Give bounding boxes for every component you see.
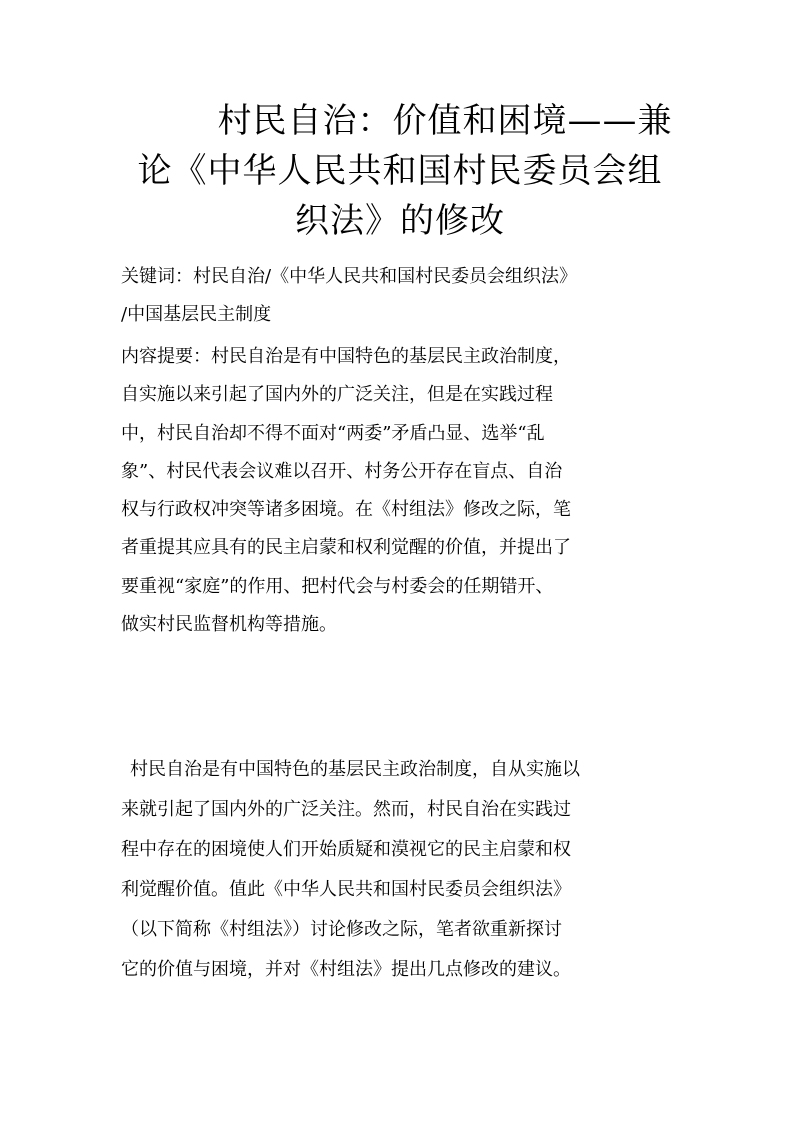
keywords-section [121,258,681,335]
title-line: 织法》的修改 [295,201,505,241]
abstract-line: 者重提其应具有的民主启蒙和权利觉醒的价值，并提出了 [121,537,571,559]
body-line: 程中存在的困境使人们开始质疑和漠视它的民主启蒙和权 [121,839,571,860]
document-title [120,96,680,246]
abstract-line: 要重视“家庭”的作用、把村代会与村委会的任期错开、 [121,575,554,597]
abstract-section [121,338,681,644]
abstract-line: 中，村民自治却不得不面对“两委”矛盾凸显、选举“乱 [121,422,545,444]
body-line: （以下简称《村组法》）讨论修改之际，笔者欲重新探讨 [121,919,562,940]
abstract-line: 自实施以来引起了国内外的广泛关注，但是在实践过程 [121,384,553,406]
abstract-line: 做实村民监督机构等措施。 [121,614,337,636]
body-line: 利觉醒价值。值此《中华人民共和国村民委员会组织法》 [121,879,571,900]
title-line: 村民自治：价值和困境——兼 [217,101,673,141]
keywords-line: 关键词：村民自治/《中华人民共和国村民委员会组织法》 [121,266,578,287]
body-line: 它的价值与困境，并对《村组法》提出几点修改的建议。 [121,959,571,980]
body-paragraph [121,750,681,990]
abstract-line: 象”、村民代表会议难以召开、村务公开存在盲点、自治 [121,460,563,482]
keywords-line: /中国基层民主制度 [121,304,272,326]
body-line: 村民自治是有中国特色的基层民主政治制度，自从实施以 [130,759,580,780]
abstract-line: 权与行政权冲突等诸多困境。在《村组法》修改之际，笔 [121,499,571,521]
abstract-line: 内容提要：村民自治是有中国特色的基层民主政治制度， [121,346,571,367]
body-line: 来就引起了国内外的广泛关注。然而，村民自治在实践过 [121,799,571,820]
title-line: 论《中华人民共和国村民委员会组 [137,151,663,191]
